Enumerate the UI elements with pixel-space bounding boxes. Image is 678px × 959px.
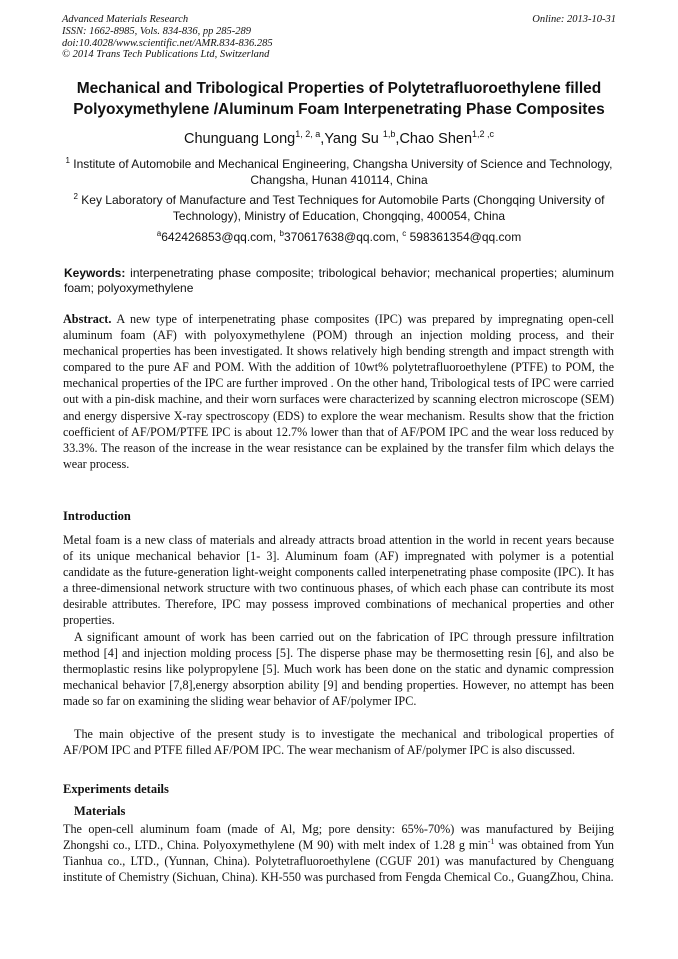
title-line-1: Mechanical and Tribological Properties of Polytetrafluoroethylene filled — [76, 80, 602, 97]
journal-header — [62, 14, 616, 61]
keywords — [64, 266, 614, 296]
email-separator: , — [395, 230, 403, 244]
paper-title — [50, 78, 628, 120]
author-list — [60, 131, 618, 147]
keywords-text: interpenetrating phase composite; tribological behavior; mechanical properties; aluminum foam; polyoxymethylene — [64, 266, 614, 295]
author-name: Chunguang Long — [183, 131, 296, 147]
author-separator: , — [395, 131, 400, 147]
email-separator: , — [272, 230, 280, 244]
copyright-line: © 2014 Trans Tech Publications Ltd, Switzerland — [62, 49, 270, 61]
author-name: Yang Su — [324, 131, 383, 147]
introduction-paragraph-2: A significant amount of work has been carried out on the fabrication of IPC through pressure infiltration method [4] and injection molding process [5]. The disperse phase may be thermosetting resin [6], and also be thermoplastic resins like polypropylene [5]. Much work has been done on the static and dynamic compression mechanical behavior [7,8],energy absorption ability [9] and bending properties. However, no attempt has been made so far on examining the sliding wear behavior of AF/polymer IPC. — [63, 630, 614, 709]
doi-line: doi:10.4028/www.scientific.net/AMR.834-836.285 — [62, 37, 273, 49]
affiliation-1 — [60, 156, 618, 188]
author-name: Chao Shen — [399, 131, 473, 147]
issn-line: ISSN: 1662-8985, Vols. 834-836, pp 285-289 — [62, 25, 251, 37]
introduction-paragraph-3: The main objective of the present study is to investigate the mechanical and tribological properties of AF/POM IPC and PTFE filled AF/POM IPC. The wear mechanism of AF/polymer IPC is also discussed. — [63, 727, 614, 758]
materials-subheading: Materials — [74, 804, 126, 818]
materials-paragraph — [63, 821, 614, 885]
email-address[interactable]: 598361354@qq.com — [406, 230, 522, 244]
keywords-label: Keywords: — [64, 266, 126, 280]
email-superscript: a — [156, 229, 162, 238]
affiliation-text: Institute of Automobile and Mechanical Engineering, Changsha University of Science and Technology, Changsha, Hunan 410114, China — [69, 157, 613, 187]
email-superscript: c — [402, 229, 407, 238]
author-superscript: 1,2 ,c — [472, 129, 495, 140]
journal-name: Advanced Materials Research — [62, 14, 189, 25]
affiliation-2 — [60, 192, 618, 224]
introduction-heading: Introduction — [63, 509, 131, 523]
author-separator: , — [320, 131, 325, 147]
affiliation-superscript: 2 — [73, 192, 78, 201]
abstract-label: Abstract. — [63, 312, 112, 326]
materials-text: was obtained from Yun Tianhua co., LTD., (Yunnan, China). Polytetrafluoroethylene (CGUF 201) was manufactured by Chenguang institute of Chemistry (Sichuan, China). KH-550 was purchased from Fengda Chemical Co., GuangZhou, China. — [63, 838, 615, 885]
affiliation-superscript: 1 — [65, 156, 70, 165]
email-superscript: b — [279, 229, 284, 238]
affiliation-text: Key Laboratory of Manufacture and Test Techniques for Automobile Parts (Chongqing University of Technology), Ministry of Education, Chongqing, 400054, China — [77, 193, 605, 223]
author-superscript: 1, 2, a — [295, 129, 321, 140]
email-address[interactable]: 642426853@qq.com — [161, 230, 273, 244]
abstract-text: A new type of interpenetrating phase composites (IPC) was prepared by impregnating open-cell aluminum foam (AF) with polyoxymethylene (POM) through an injection molding process, and their mechanical properties has been investigated. It shows relatively high bending strength and impact strength with compared to the pure AF and POM. With the addition of 10wt% polytetrafluoroethylene (PTFE) to POM, the mechanical properties of the IPC are further improved . On the other hand, Tribological tests of IPC were carried out with a pin-disk machine, and their worn surfaces were characterized by scanning electron microscope (SEM) and energy dispersive X-ray spectroscopy (EDS) to explore the wear mechanism. Results show that the friction coefficient of AF/POM/PTFE IPC is about 12.7% lower than that of AF/POM IPC and the wear loss reduced by 33.3%. The reason of the increase in the wear resistance can be explained by the transfer film which delays the wear process. — [63, 312, 614, 471]
title-line-2: Polyoxymethylene /Aluminum Foam Interpenetrating Phase Composites — [73, 101, 605, 118]
experiments-heading: Experiments details — [63, 782, 169, 796]
author-superscript: 1,b — [382, 129, 396, 140]
unit-superscript: -1 — [487, 837, 495, 847]
email-line — [60, 229, 618, 245]
materials-text: The open-cell aluminum foam (made of Al, Mg; pore density: 65%-70%) was manufactured by Beijing Zhongshi co., LTD., China. Polyoxymethylene (M 90) with melt index of 1.28 g min — [63, 822, 614, 853]
email-address[interactable]: 370617638@qq.com — [283, 230, 396, 244]
online-date: Online: 2013-10-31 — [532, 14, 616, 25]
abstract — [63, 311, 614, 472]
introduction-paragraph-1: Metal foam is a new class of materials and already attracts broad attention in the world in recent years because of its unique mechanical behavior [1- 3]. Aluminum foam (AF) impregnated with polymer is a potential candidate as the future-generation light-weight components called interpenetrating phase composite (IPC). It has a three-dimensional network structure with two continuous phases, of which each phase can contribute its most desirable attributes. Therefore, IPC may possess improved combinations of mechanical properties and other properties. — [63, 533, 614, 628]
